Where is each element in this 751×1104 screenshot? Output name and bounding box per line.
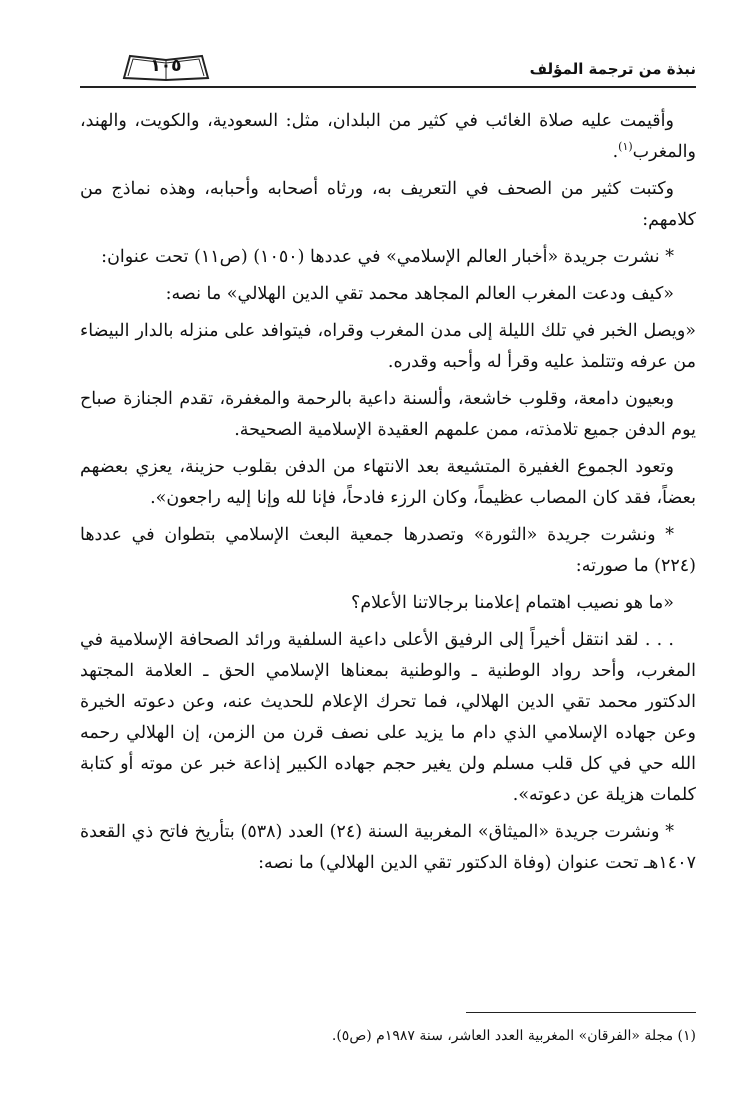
paragraph-6: وبعيون دامعة، وقلوب خاشعة، وألسنة داعية بالرحمة والمغفرة، تقدم الجنازة صباح يوم الدفن جميع تلامذته، ممن علمهم العقيدة الإسلامية الصحيحة. bbox=[80, 389, 696, 440]
main-text bbox=[80, 106, 696, 885]
paragraph-2: وكتبت كثير من الصحف في التعريف به، ورثاه أصحابه وأحبابه، وهذه نماذج من كلامهم: bbox=[80, 179, 696, 230]
footnote-rule bbox=[466, 1012, 696, 1013]
paragraph-10: . . . لقد انتقل أخيراً إلى الرفيق الأعلى داعية السلفية ورائد الصحافة الإسلامية في المغرب، وأحد رواد الوطنية ـ والوطنية بمعناها الإسلامي الحق ـ العلامة المجتهد الدكتور محمد تقي الدين الهلالي، فما تحرك الإعلام للحديث عنه، وعن دعوته الخيرة وعن جهاده الإسلامي الذي دام ما يزيد على نصف قرن من الزمن، إن الهلالي رحمه الله حي في كل قلب مسلم ولن يغير حجم جهاده الكبير إذاعة خبر عن موته أو كتابة كلمات هزيلة عن دعوته». bbox=[80, 630, 696, 805]
page-number-ornament bbox=[120, 50, 212, 82]
paragraph-5: «ويصل الخبر في تلك الليلة إلى مدن المغرب وقراه، فيتوافد على منزله بالدار البيضاء من عرفه وتتلمذ عليه وقرأ له وأحبه وقدره. bbox=[80, 321, 696, 372]
page-number: ١٠٥ bbox=[150, 56, 182, 76]
paragraph-7: وتعود الجموع الغفيرة المتشيعة بعد الانتهاء من الدفن بقلوب حزينة، يعزي بعضهم بعضاً، فقد كان المصاب عظيماً، وكان الرزء فادحاً، فإنا لله وإنا إليه راجعون». bbox=[80, 457, 696, 508]
footnote: (١) مجلة «الفرقان» المغربية العدد العاشر، سنة ١٩٨٧م (ص٥). bbox=[331, 1028, 696, 1044]
header-rule bbox=[80, 86, 696, 88]
page-header bbox=[80, 44, 696, 90]
paragraph-11: * ونشرت جريدة «الميثاق» المغربية السنة (٢٤) العدد (٥٣٨) بتأريخ فاتح ذي القعدة ١٤٠٧هـ تحت عنوان (وفاة الدكتور تقي الدين الهلالي) ما نصه: bbox=[80, 822, 696, 873]
paragraph-8: * ونشرت جريدة «الثورة» وتصدرها جمعية البعث الإسلامي بتطوان في عددها (٢٢٤) ما صورته: bbox=[80, 525, 696, 576]
paragraph-1-tail: . bbox=[612, 142, 619, 162]
paragraph-9: «ما هو نصيب اهتمام إعلامنا برجالاتنا الأعلام؟ bbox=[351, 593, 674, 613]
paragraph-3: * نشرت جريدة «أخبار العالم الإسلامي» في عددها (١٠٥٠) (ص١١) تحت عنوان: bbox=[101, 247, 674, 267]
running-title: نبذة من ترجمة المؤلف bbox=[529, 60, 696, 78]
footnote-ref[interactable]: (١) bbox=[618, 140, 633, 154]
paragraph-1 bbox=[80, 106, 696, 168]
paragraph-1-text: وأقيمت عليه صلاة الغائب في كثير من البلدان، مثل: السعودية، والكويت، والهند، والمغرب bbox=[80, 111, 696, 162]
paragraph-4: «كيف ودعت المغرب العالم المجاهد محمد تقي الدين الهلالي» ما نصه: bbox=[165, 284, 674, 304]
